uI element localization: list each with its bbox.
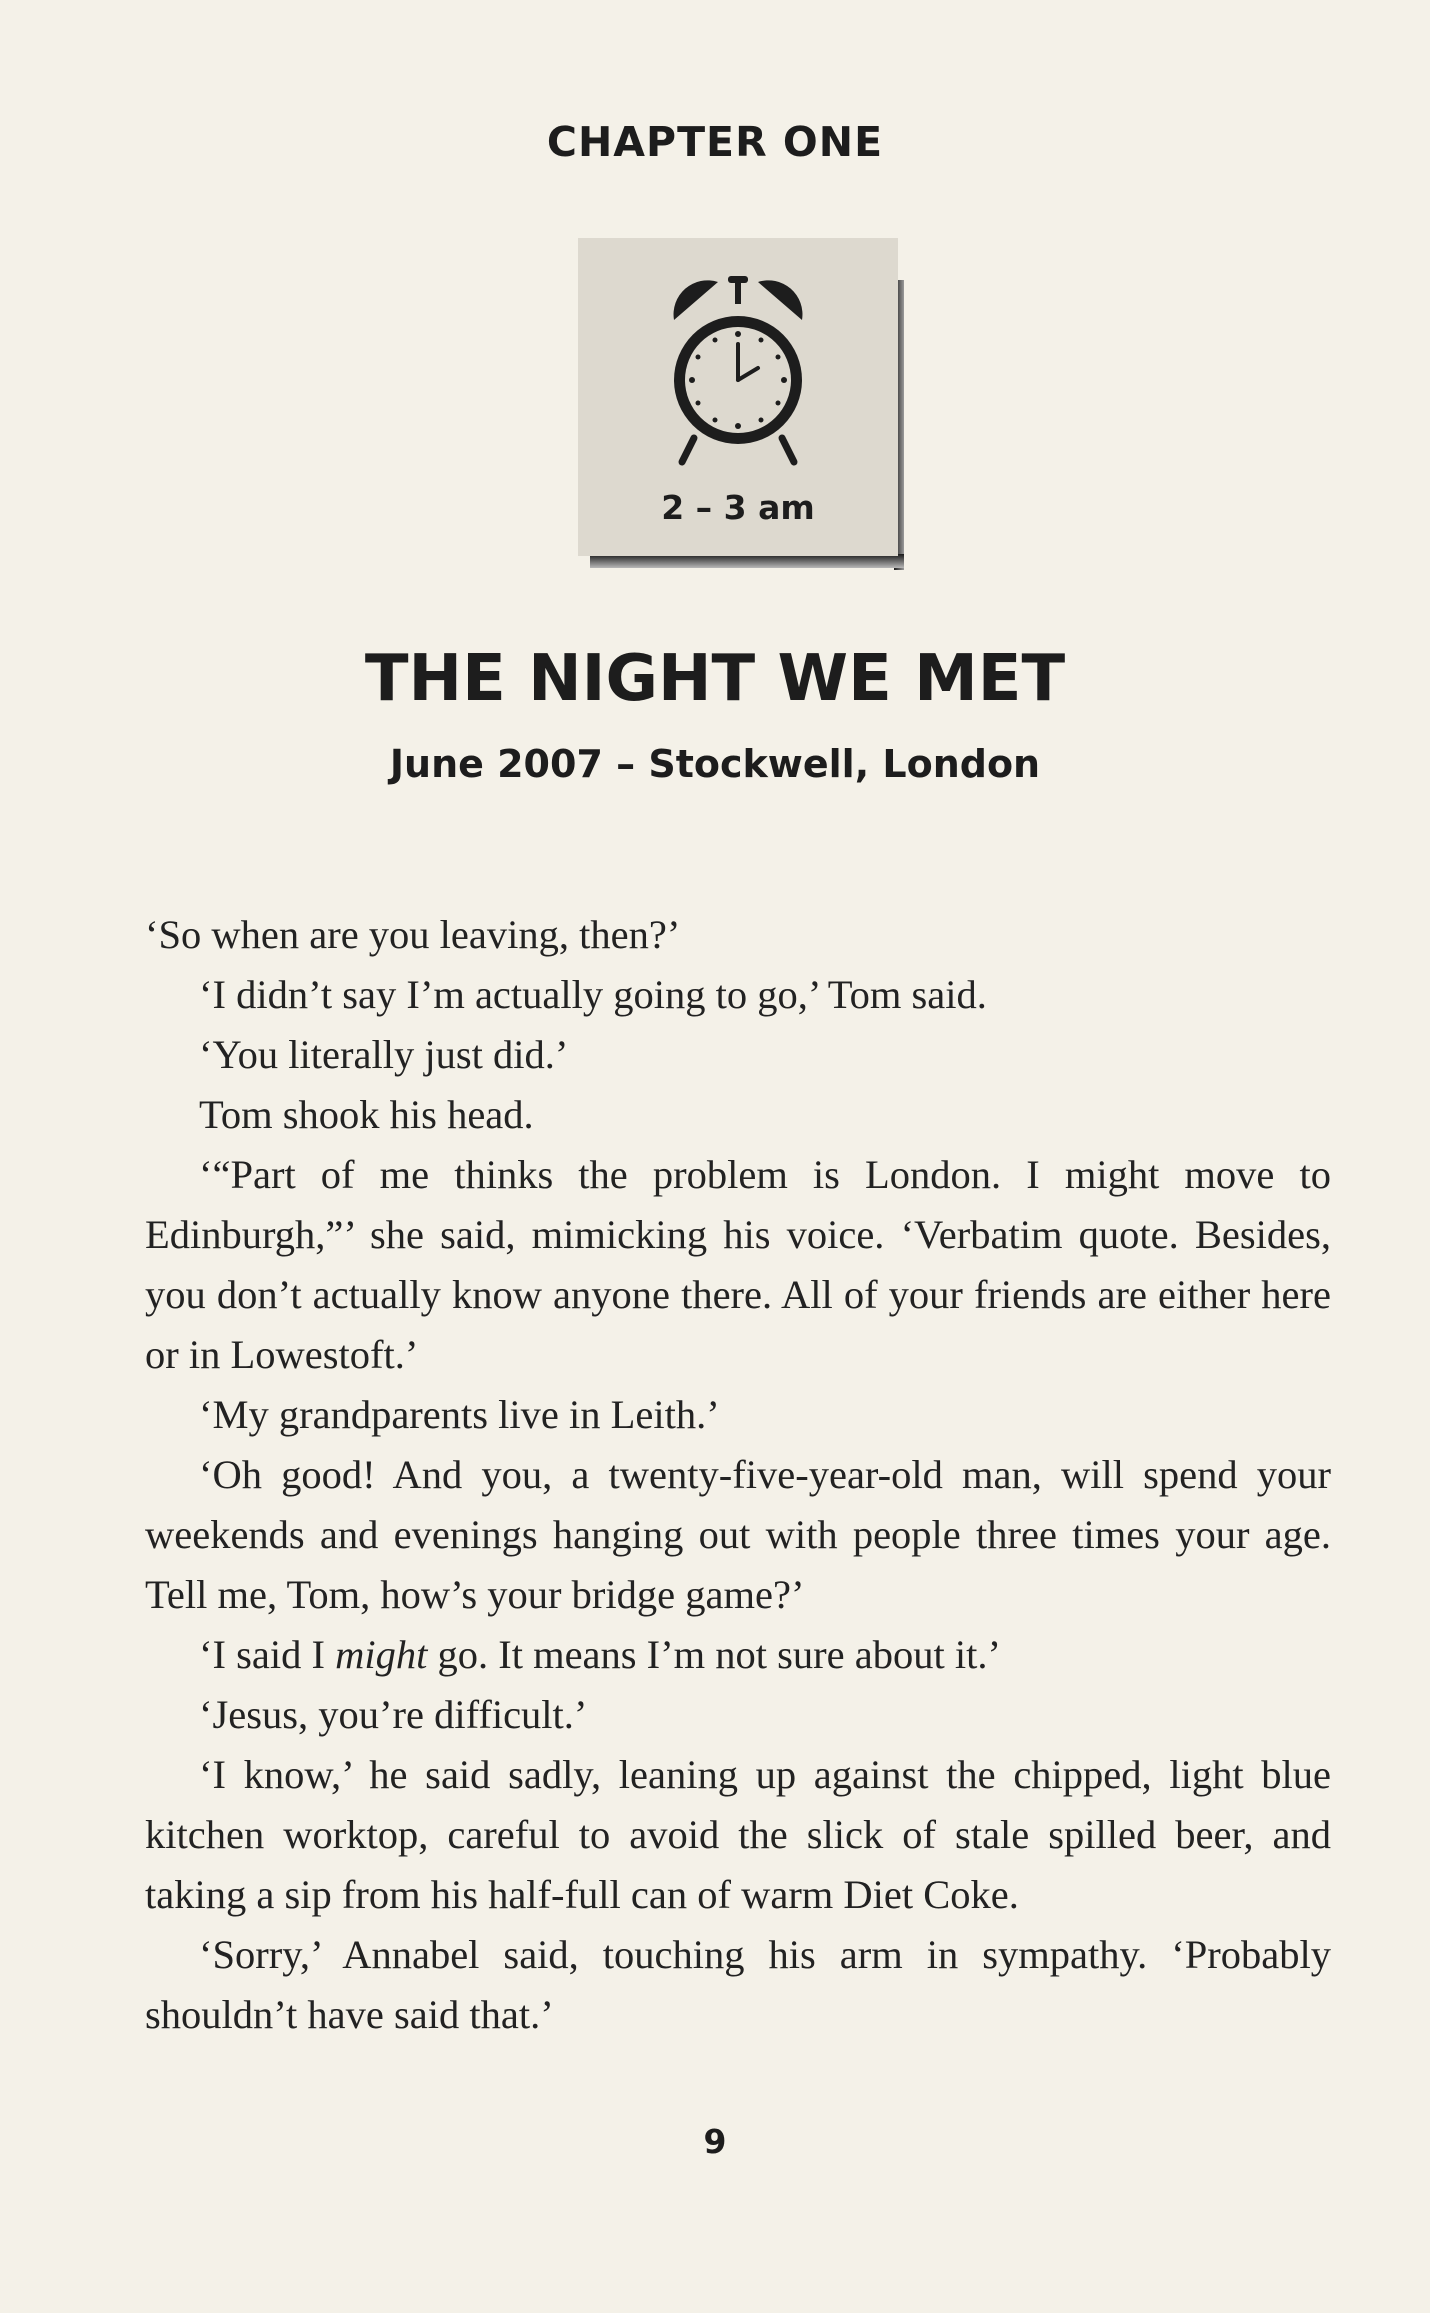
alarm-clock-icon (666, 268, 810, 468)
paragraph: ‘Sorry,’ Annabel said, touching his arm in sympathy. ‘Probably shouldn’t have said that.’ (145, 1932, 1331, 2037)
emphasis-text: might (335, 1632, 428, 1677)
page-number: 9 (703, 2122, 727, 2161)
paragraph-text: go. It means I’m not sure about it.’ (427, 1632, 1001, 1677)
card-shadow-bottom (590, 554, 904, 568)
paragraph: ‘You literally just did.’ (199, 1032, 569, 1077)
chapter-label: CHAPTER ONE (546, 118, 884, 166)
chapter-title: THE NIGHT WE MET (364, 642, 1066, 716)
clock-card (578, 238, 898, 556)
paragraph: ‘My grandparents live in Leith.’ (199, 1392, 720, 1437)
paragraph (145, 1625, 1331, 1685)
chapter-subtitle: June 2007 – Stockwell, London (389, 742, 1041, 786)
clock-time-label: 2 – 3 am (661, 488, 815, 527)
paragraph: ‘I didn’t say I’m actually going to go,’ Tom said. (199, 972, 987, 1017)
paragraph: ‘So when are you leaving, then?’ (145, 912, 681, 957)
paragraph: ‘“Part of me thinks the problem is London. I might move to Edinburgh,”’ she said, mimicking his voice. ‘Verbatim quote. Besides, you don’t actually know anyone there. All of your friends are either here or in Lowestoft.’ (145, 1152, 1331, 1377)
paragraph: ‘Oh good! And you, a twenty-five-year-old man, will spend your weekends and evenings hanging out with people three times your age. Tell me, Tom, how’s your bridge game?’ (145, 1452, 1331, 1617)
paragraph: ‘Jesus, you’re difficult.’ (199, 1692, 588, 1737)
body-text (145, 905, 1331, 2045)
paragraph-text: ‘I said I (199, 1632, 336, 1677)
paragraph: ‘I know,’ he said sadly, leaning up against the chipped, light blue kitchen worktop, careful to avoid the slick of stale spilled beer, and taking a sip from his half-full can of warm Diet Coke. (145, 1752, 1331, 1917)
paragraph: Tom shook his head. (199, 1092, 534, 1137)
